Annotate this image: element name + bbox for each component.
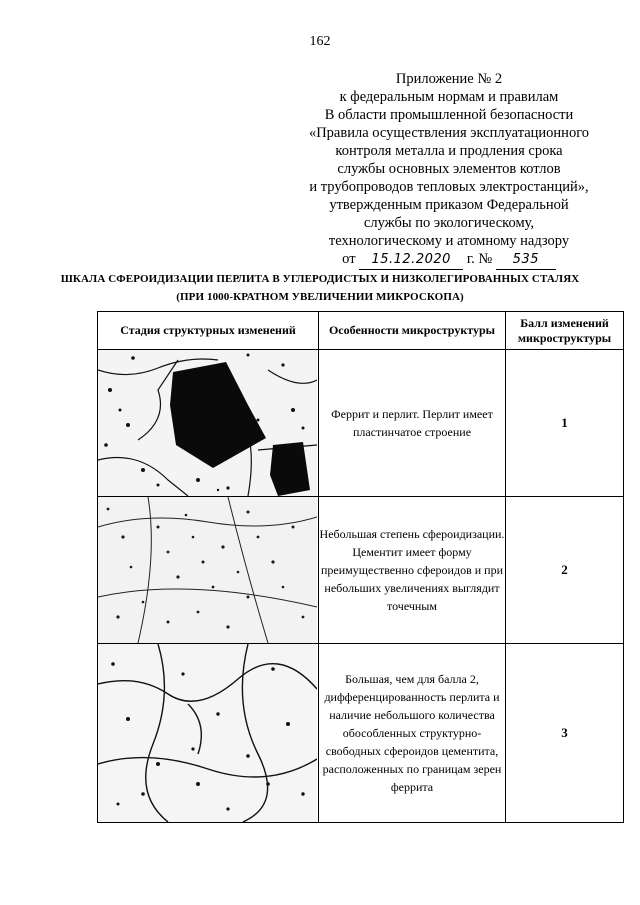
- features-cell: Большая, чем для балла 2, дифференцированность перлита и наличие небольшого количества обособленных структурно-свободных сфероидов цементита, расположенных по границам зерен феррита: [319, 644, 506, 823]
- appendix-line: и трубопроводов тепловых электростанций»,: [309, 179, 589, 195]
- features-cell: Феррит и перлит. Перлит имеет пластинчатое строение: [319, 350, 506, 497]
- micrograph-cell: [98, 350, 319, 497]
- appendix-line: В области промышленной безопасности: [324, 107, 574, 123]
- appendix-line: службы основных элементов котлов: [337, 161, 561, 177]
- order-number: 535: [496, 251, 556, 270]
- header-stage: Стадия структурных изменений: [98, 312, 319, 350]
- header-score: Балл изменений микроструктуры: [506, 312, 624, 350]
- micrograph-score-2: [98, 497, 317, 643]
- appendix-line: технологическому и атомному надзору: [328, 233, 570, 249]
- score-cell: 3: [506, 644, 624, 823]
- year-number-label: г. №: [466, 251, 493, 267]
- score-cell: 2: [506, 497, 624, 644]
- spheroidization-table: [97, 311, 624, 823]
- table-row: [98, 350, 624, 497]
- table-row: [98, 497, 624, 644]
- appendix-line: «Правила осуществления эксплуатационного: [308, 125, 590, 141]
- score-cell: 1: [506, 350, 624, 497]
- appendix-line: к федеральным нормам и правилам: [339, 89, 559, 105]
- micrograph-score-1: [98, 350, 317, 496]
- appendix-header: [286, 70, 612, 270]
- appendix-line: контроля металла и продления срока: [335, 143, 563, 159]
- page-number: 162: [309, 34, 331, 49]
- from-label: от: [342, 251, 356, 267]
- appendix-line: утвержденным приказом Федеральной: [329, 197, 569, 213]
- title-line-2: (ПРИ 1000-КРАТНОМ УВЕЛИЧЕНИИ МИКРОСКОПА): [176, 291, 464, 303]
- micrograph-cell: [98, 644, 319, 823]
- document-title: [20, 270, 620, 306]
- table-header-row: [98, 312, 624, 350]
- order-date: 15.12.2020: [359, 251, 463, 270]
- features-cell: Небольшая степень сфероидизации. Цементит имеет форму преимущественно сфероидов и при небольших увеличениях выглядит точечным: [319, 497, 506, 644]
- appendix-line: Приложение № 2: [395, 71, 503, 87]
- order-reference: [286, 250, 612, 270]
- micrograph-score-3: [98, 644, 317, 822]
- micrograph-cell: [98, 497, 319, 644]
- header-features: Особенности микроструктуры: [319, 312, 506, 350]
- table-row: [98, 644, 624, 823]
- title-line-1: ШКАЛА СФЕРОИДИЗАЦИИ ПЕРЛИТА В УГЛЕРОДИСТЫХ И НИЗКОЛЕГИРОВАННЫХ СТАЛЯХ: [60, 273, 580, 285]
- appendix-line: службы по экологическому,: [363, 215, 535, 231]
